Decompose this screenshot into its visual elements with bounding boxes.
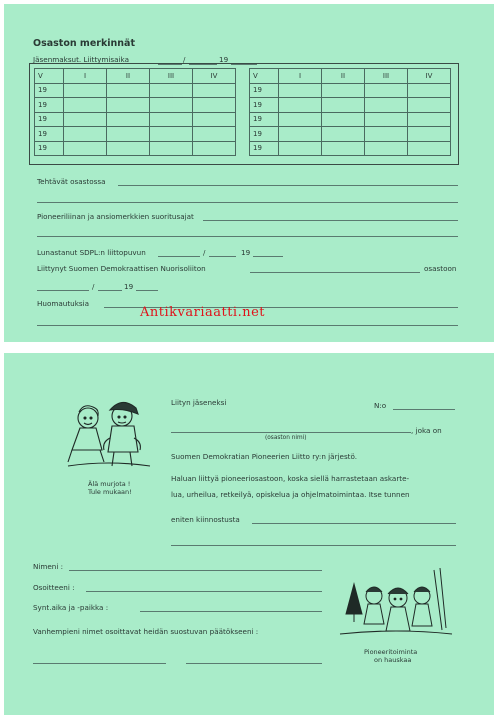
interest-line-2[interactable] [171, 545, 456, 546]
table-cell[interactable] [365, 141, 408, 156]
sdpl-label: Lunastanut SDPL:n liittopuvun [37, 248, 146, 257]
table-cell[interactable] [365, 127, 408, 142]
desire-text-line-1: Haluan liittyä pioneeriosastoon, koska siellä harrastetaan askarte- [171, 474, 410, 483]
table-cell[interactable] [107, 112, 150, 127]
table-cell[interactable] [64, 127, 107, 142]
section-title: Osaston merkinnät [33, 38, 136, 49]
table-cell[interactable] [408, 83, 451, 98]
joined-slash: / [92, 282, 95, 291]
table-header: II [322, 69, 365, 84]
table-cell[interactable] [279, 98, 322, 113]
joined-label: Liittynyt Suomen Demokraattisen Nuorisoliiton [37, 264, 206, 273]
badges-line-1[interactable] [203, 220, 458, 221]
table-cell[interactable] [365, 112, 408, 127]
table-year-cell: 19 [250, 83, 279, 98]
duties-line-1[interactable] [118, 185, 458, 186]
table-cell[interactable] [365, 83, 408, 98]
table-year-cell: 19 [35, 98, 64, 113]
joined-section-line[interactable] [250, 272, 420, 273]
table-cell[interactable] [107, 141, 150, 156]
table-cell[interactable] [150, 83, 193, 98]
table-year-cell: 19 [250, 141, 279, 156]
sdpl-year-prefix: 19 [241, 248, 251, 257]
table-cell[interactable] [322, 127, 365, 142]
address-line[interactable] [86, 591, 322, 592]
birth-label: Synt.aika ja -paikka : [33, 603, 109, 612]
table-cell[interactable] [193, 127, 236, 142]
table-cell[interactable] [64, 141, 107, 156]
desire-text-line-2: lua, urheilua, retkeilyä, opiskelua ja ohjelmatoimintaa. Itse tunnen [171, 490, 410, 499]
table-cell[interactable] [107, 83, 150, 98]
payment-slash: / [183, 55, 186, 64]
table-cell[interactable] [322, 98, 365, 113]
payment-table-right [249, 68, 451, 156]
table-cell[interactable] [150, 127, 193, 142]
table-cell[interactable] [279, 83, 322, 98]
table-header: I [279, 69, 322, 84]
table-header: V [250, 69, 279, 84]
table-cell[interactable] [193, 112, 236, 127]
table-cell[interactable] [193, 141, 236, 156]
caption-right-line-2: on hauskaa [374, 656, 412, 664]
table-cell[interactable] [408, 112, 451, 127]
name-line[interactable] [69, 570, 322, 571]
parents-label: Vanhempieni nimet osoittavat heidän suostuvan päätökseeni : [33, 627, 259, 636]
table-cell[interactable] [64, 112, 107, 127]
section-name-caption: (osaston nimi) [265, 435, 307, 441]
table-cell[interactable] [193, 83, 236, 98]
table-header: IV [193, 69, 236, 84]
payment-year-prefix: 19 [219, 55, 229, 64]
joined-day-line[interactable] [37, 290, 89, 291]
table-cell[interactable] [279, 112, 322, 127]
table-cell[interactable] [150, 112, 193, 127]
badges-line-2[interactable] [37, 236, 458, 237]
duties-line-2[interactable] [37, 202, 458, 203]
caption-right-line-1: Pioneeritoiminta [364, 648, 418, 656]
joined-suffix: osastoon [424, 264, 457, 273]
joined-year-prefix: 19 [124, 282, 134, 291]
desire-text-line-3: eniten kiinnostusta [171, 515, 240, 524]
table-cell[interactable] [408, 127, 451, 142]
table-header: IV [408, 69, 451, 84]
sdpl-slash: / [203, 248, 206, 257]
joined-year-line[interactable] [136, 290, 158, 291]
table-cell[interactable] [365, 98, 408, 113]
table-header: III [150, 69, 193, 84]
table-cell[interactable] [150, 98, 193, 113]
parent-line-1[interactable] [33, 663, 166, 664]
payment-table-left [34, 68, 236, 156]
ski-children-illustration-icon [336, 562, 456, 646]
table-cell[interactable] [107, 98, 150, 113]
table-cell[interactable] [279, 127, 322, 142]
caption-left-line-2: Tule mukaan! [88, 488, 132, 496]
joined-month-line[interactable] [98, 290, 122, 291]
table-year-cell: 19 [35, 127, 64, 142]
joka-on-text: , joka on [411, 426, 442, 435]
table-header: III [365, 69, 408, 84]
children-illustration-icon [66, 396, 156, 476]
table-year-cell: 19 [35, 112, 64, 127]
interest-line-1[interactable] [252, 523, 456, 524]
table-cell[interactable] [107, 127, 150, 142]
table-cell[interactable] [64, 98, 107, 113]
table-header: V [35, 69, 64, 84]
org-line: Suomen Demokratian Pioneerien Liitto ry:n järjestö. [171, 452, 358, 461]
table-year-cell: 19 [35, 141, 64, 156]
join-label: Liityn jäseneksi [171, 398, 227, 407]
table-cell[interactable] [408, 98, 451, 113]
table-year-cell: 19 [250, 112, 279, 127]
sdpl-day-line[interactable] [158, 256, 200, 257]
table-cell[interactable] [322, 112, 365, 127]
section-name-line[interactable] [171, 432, 411, 433]
table-cell[interactable] [193, 98, 236, 113]
table-cell[interactable] [322, 141, 365, 156]
table-cell[interactable] [279, 141, 322, 156]
badges-label: Pioneeriliinan ja ansiomerkkien suoritusajat [37, 212, 194, 221]
payment-row-label: Jäsenmaksut. Liittymisaika [33, 55, 129, 64]
table-year-cell: 19 [35, 83, 64, 98]
number-label: N:o [374, 401, 387, 410]
duties-label: Tehtävät osastossa [37, 177, 106, 186]
remarks-line-2[interactable] [37, 325, 458, 326]
table-year-cell: 19 [250, 127, 279, 142]
sdpl-month-line[interactable] [209, 256, 236, 257]
table-cell[interactable] [150, 141, 193, 156]
birth-line[interactable] [140, 611, 322, 612]
table-year-cell: 19 [250, 98, 279, 113]
address-label: Osoitteeni : [33, 583, 75, 592]
caption-left-line-1: Älä murjota ! [88, 480, 131, 488]
table-header: II [107, 69, 150, 84]
parent-line-2[interactable] [186, 663, 322, 664]
number-line[interactable] [393, 409, 455, 410]
watermark-text: Antikvariaatti.net [140, 305, 266, 320]
name-label: Nimeni : [33, 562, 64, 571]
sdpl-year-line[interactable] [253, 256, 283, 257]
table-cell[interactable] [322, 83, 365, 98]
remarks-label: Huomautuksia [37, 299, 90, 308]
table-cell[interactable] [64, 83, 107, 98]
table-cell[interactable] [408, 141, 451, 156]
table-header: I [64, 69, 107, 84]
